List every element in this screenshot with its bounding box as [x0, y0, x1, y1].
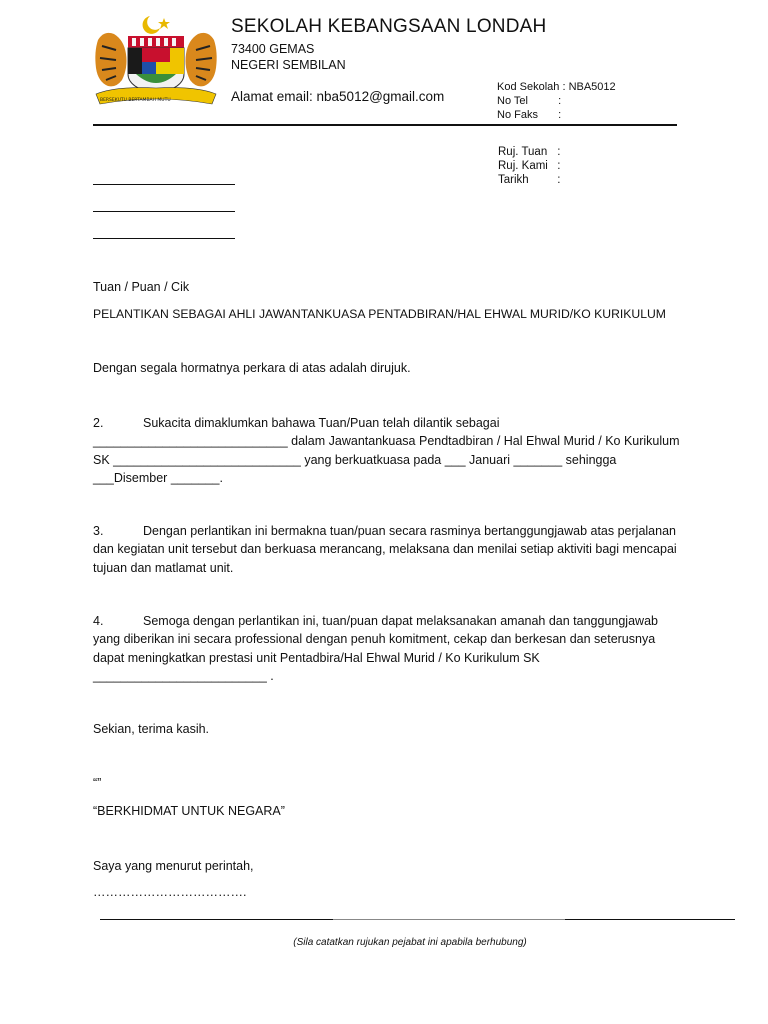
school-phone [497, 95, 561, 107]
school-name: SEKOLAH KEBANGSAAN LONDAH [231, 16, 547, 37]
letter-intro: Dengan segala hormatnya perkara di atas adalah dirujuk. [93, 361, 411, 375]
sign-off: Saya yang menurut perintah, [93, 859, 254, 873]
salutation: Tuan / Puan / Cik [93, 280, 190, 294]
footer-divider-right [565, 919, 735, 920]
ruj-kami-label: Ruj. Kami [498, 160, 548, 172]
school-email: Alamat email: nba5012@gmail.com [231, 89, 445, 104]
paragraph-3 [93, 522, 683, 577]
ruj-tuan-value: : [557, 146, 561, 158]
school-code-label: Kod Sekolah [497, 81, 560, 93]
paragraph-2-text: Sukacita dimaklumkan bahawa Tuan/Puan telah dilantik sebagai ____________________________ dalam Jawantankuasa Pendtadbiran / Hal Ehwal Murid / Ko Kurikulum SK ___________________________ yang berkuatkuasa pada ___ Januari _______ sehingga ___Disember _______. [93, 416, 680, 486]
address-state: NEGERI SEMBILAN [231, 58, 346, 72]
letter-subject: PELANTIKAN SEBAGAI AHLI JAWANTANKUASA PENTADBIRAN/HAL EHWAL MURID/KO KURIKULUM [93, 307, 666, 321]
footer-divider-left [100, 919, 333, 920]
recipient-line-1 [93, 184, 235, 185]
footer-note: (Sila catatkan rujukan pejabat ini apabila berhubung) [293, 937, 527, 948]
signature-line: ………………………………. [93, 885, 247, 899]
paragraph-3-number: 3. [93, 524, 104, 538]
school-phone-label: No Tel [497, 95, 528, 107]
svg-text:BERSEKUTU BERTAMBAH MUTU: BERSEKUTU BERTAMBAH MUTU [100, 98, 171, 103]
tarikh-value: : [557, 174, 561, 186]
paragraph-4-text: Semoga dengan perlantikan ini, tuan/puan dapat melaksanakan amanah dan tanggungjawab yang diberikan ini secara professional dengan penuh komitment, cekap dan berkesan dan seterusnya dapat meningkatkan prestasi unit Pentadbira/Hal Ehwal Murid / Ko Kurikulum SK _________________________ . [93, 614, 658, 684]
tarikh-label: Tarikh [498, 174, 529, 186]
paragraph-2-number: 2. [93, 416, 104, 430]
ruj-tuan-label: Ruj. Tuan [498, 146, 548, 158]
tarikh [498, 174, 560, 186]
school-fax [497, 109, 561, 121]
footer-divider-middle [333, 919, 565, 920]
paragraph-2 [93, 414, 683, 488]
closing: Sekian, terima kasih. [93, 722, 210, 736]
ruj-tuan [498, 146, 560, 158]
school-code-value: : NBA5012 [562, 81, 616, 93]
address-postcode: 73400 GEMAS [231, 42, 315, 56]
school-fax-label: No Faks [497, 109, 538, 121]
paragraph-4-number: 4. [93, 614, 104, 628]
school-fax-value: : [558, 109, 562, 121]
recipient-line-3 [93, 238, 235, 239]
ruj-kami-value: : [557, 160, 561, 172]
letterhead-divider [93, 124, 677, 126]
paragraph-3-text: Dengan perlantikan ini bermakna tuan/puan secara rasminya bertanggungjawab atas perjalanan dan kegiatan unit tersebut dan berkuasa merancang, melaksana dan menilai setiap aktiviti bagi mencapai tujuan dan matlamat unit. [93, 524, 677, 575]
ruj-kami [498, 160, 560, 172]
school-code [497, 81, 616, 93]
motto: “BERKHIDMAT UNTUK NEGARA” [93, 804, 285, 818]
quote-marks: “” [93, 776, 102, 790]
paragraph-4 [93, 612, 683, 686]
recipient-line-2 [93, 211, 235, 212]
school-phone-value: : [558, 95, 562, 107]
school-crest-logo [90, 12, 222, 110]
